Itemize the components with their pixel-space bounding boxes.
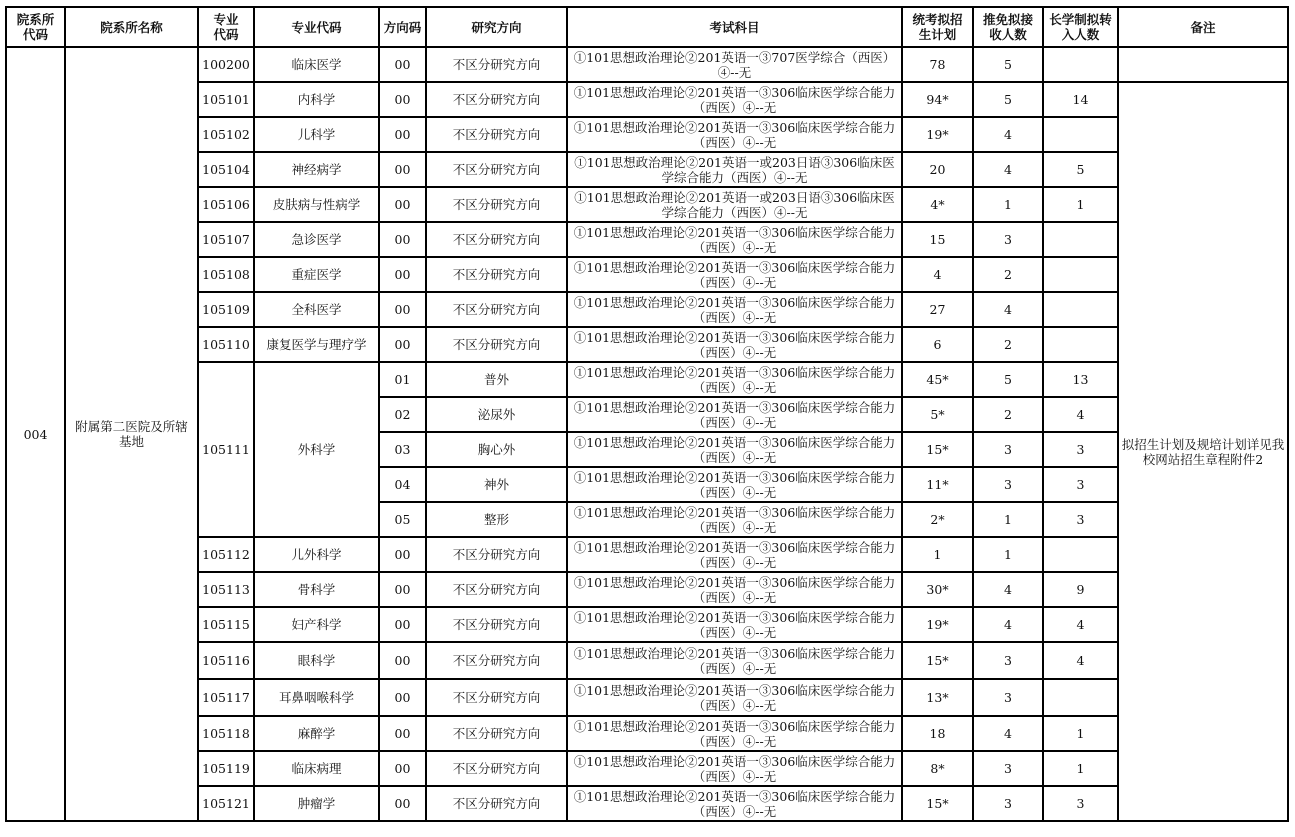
- direction-cell: 不区分研究方向: [426, 751, 567, 786]
- direction-cell: 不区分研究方向: [426, 716, 567, 751]
- dir-code-cell: 00: [379, 751, 426, 786]
- exempt-cell: 3: [973, 642, 1043, 679]
- major-code-cell: 100200: [198, 47, 254, 82]
- major-code-cell: 105112: [198, 537, 254, 572]
- table-row: [6, 572, 1288, 607]
- admissions-plan-table: [5, 6, 1289, 822]
- major-code-cell: 105107: [198, 222, 254, 257]
- plan-cell: 15*: [902, 432, 973, 467]
- dir-code-cell: 02: [379, 397, 426, 432]
- dir-code-cell: 00: [379, 82, 426, 117]
- exam-cell: ①101思想政治理论②201英语一③306临床医学综合能力（西医）④--无: [567, 679, 902, 716]
- table-row: [6, 679, 1288, 716]
- dir-code-cell: 00: [379, 292, 426, 327]
- major-name-cell: 全科医学: [254, 292, 379, 327]
- plan-cell: 1: [902, 537, 973, 572]
- major-code-cell: 105102: [198, 117, 254, 152]
- major-code-cell: 105121: [198, 786, 254, 821]
- exempt-cell: 4: [973, 152, 1043, 187]
- direction-cell: 整形: [426, 502, 567, 537]
- exempt-cell: 3: [973, 432, 1043, 467]
- table-row: [6, 751, 1288, 786]
- dir-code-cell: 00: [379, 327, 426, 362]
- long-cell: 1: [1043, 716, 1118, 751]
- dir-code-cell: 05: [379, 502, 426, 537]
- long-cell: [1043, 537, 1118, 572]
- major-code-cell: 105118: [198, 716, 254, 751]
- header-exam-subjects: 考试科目: [567, 7, 902, 47]
- plan-cell: 18: [902, 716, 973, 751]
- exam-cell: ①101思想政治理论②201英语一③306临床医学综合能力（西医）④--无: [567, 607, 902, 642]
- header-long-program: 长学制拟转 入人数: [1043, 7, 1118, 47]
- exempt-cell: 2: [973, 327, 1043, 362]
- major-name-cell: 儿外科学: [254, 537, 379, 572]
- table-row: [6, 607, 1288, 642]
- direction-cell: 不区分研究方向: [426, 82, 567, 117]
- exempt-cell: 4: [973, 572, 1043, 607]
- direction-cell: 不区分研究方向: [426, 537, 567, 572]
- major-code-cell: 105116: [198, 642, 254, 679]
- exempt-cell: 4: [973, 607, 1043, 642]
- dept-code-cell: 004: [6, 47, 65, 821]
- major-code-cell: 105106: [198, 187, 254, 222]
- major-name-cell: 儿科学: [254, 117, 379, 152]
- exam-cell: ①101思想政治理论②201英语一③306临床医学综合能力（西医）④--无: [567, 572, 902, 607]
- table-row: [6, 642, 1288, 679]
- plan-cell: 94*: [902, 82, 973, 117]
- dir-code-cell: 00: [379, 679, 426, 716]
- long-cell: [1043, 117, 1118, 152]
- header-major-code: 专业 代码: [198, 7, 254, 47]
- direction-cell: 不区分研究方向: [426, 572, 567, 607]
- exam-cell: ①101思想政治理论②201英语一③306临床医学综合能力（西医）④--无: [567, 642, 902, 679]
- major-code-cell: 105119: [198, 751, 254, 786]
- table-row: [6, 257, 1288, 292]
- dir-code-cell: 01: [379, 362, 426, 397]
- direction-cell: 胸心外: [426, 432, 567, 467]
- plan-cell: 11*: [902, 467, 973, 502]
- direction-cell: 不区分研究方向: [426, 642, 567, 679]
- long-cell: 13: [1043, 362, 1118, 397]
- major-name-cell: 耳鼻咽喉科学: [254, 679, 379, 716]
- major-name-cell: 外科学: [254, 362, 379, 537]
- exempt-cell: 1: [973, 537, 1043, 572]
- plan-cell: 5*: [902, 397, 973, 432]
- major-name-cell: 眼科学: [254, 642, 379, 679]
- exam-cell: ①101思想政治理论②201英语一③306临床医学综合能力（西医）④--无: [567, 432, 902, 467]
- table-row: [6, 327, 1288, 362]
- major-name-cell: 骨科学: [254, 572, 379, 607]
- dir-code-cell: 00: [379, 187, 426, 222]
- long-cell: [1043, 47, 1118, 82]
- direction-cell: 不区分研究方向: [426, 152, 567, 187]
- plan-cell: 4*: [902, 187, 973, 222]
- table-row: [6, 82, 1288, 117]
- long-cell: 3: [1043, 467, 1118, 502]
- major-code-cell: 105104: [198, 152, 254, 187]
- exam-cell: ①101思想政治理论②201英语一③306临床医学综合能力（西医）④--无: [567, 716, 902, 751]
- table-row: [6, 537, 1288, 572]
- direction-cell: 不区分研究方向: [426, 47, 567, 82]
- direction-cell: 神外: [426, 467, 567, 502]
- long-cell: 4: [1043, 607, 1118, 642]
- exempt-cell: 3: [973, 467, 1043, 502]
- dir-code-cell: 00: [379, 786, 426, 821]
- exam-cell: ①101思想政治理论②201英语一③306临床医学综合能力（西医）④--无: [567, 467, 902, 502]
- direction-cell: 泌尿外: [426, 397, 567, 432]
- long-cell: [1043, 292, 1118, 327]
- direction-cell: 不区分研究方向: [426, 607, 567, 642]
- plan-cell: 30*: [902, 572, 973, 607]
- remark-cell-empty: [1118, 47, 1288, 82]
- major-code-cell: 105110: [198, 327, 254, 362]
- direction-cell: 不区分研究方向: [426, 679, 567, 716]
- table-row: [6, 716, 1288, 751]
- dir-code-cell: 03: [379, 432, 426, 467]
- header-exempt: 推免拟接 收人数: [973, 7, 1043, 47]
- table-row: [6, 292, 1288, 327]
- long-cell: 14: [1043, 82, 1118, 117]
- long-cell: 4: [1043, 642, 1118, 679]
- long-cell: [1043, 222, 1118, 257]
- dir-code-cell: 04: [379, 467, 426, 502]
- direction-cell: 不区分研究方向: [426, 292, 567, 327]
- exam-cell: ①101思想政治理论②201英语一③306临床医学综合能力（西医）④--无: [567, 502, 902, 537]
- plan-cell: 15: [902, 222, 973, 257]
- direction-cell: 普外: [426, 362, 567, 397]
- exempt-cell: 4: [973, 716, 1043, 751]
- major-code-cell: 105101: [198, 82, 254, 117]
- plan-cell: 19*: [902, 607, 973, 642]
- header-research-direction: 研究方向: [426, 7, 567, 47]
- exam-cell: ①101思想政治理论②201英语一③306临床医学综合能力（西医）④--无: [567, 257, 902, 292]
- long-cell: 1: [1043, 751, 1118, 786]
- major-name-cell: 急诊医学: [254, 222, 379, 257]
- major-code-cell: 105117: [198, 679, 254, 716]
- long-cell: 5: [1043, 152, 1118, 187]
- major-name-cell: 皮肤病与性病学: [254, 187, 379, 222]
- exam-cell: ①101思想政治理论②201英语一③306临床医学综合能力（西医）④--无: [567, 327, 902, 362]
- dir-code-cell: 00: [379, 47, 426, 82]
- dir-code-cell: 00: [379, 607, 426, 642]
- header-dept-name: 院系所名称: [65, 7, 198, 47]
- header-plan: 统考拟招 生计划: [902, 7, 973, 47]
- remark-cell: 拟招生计划及规培计划详见我校网站招生章程附件2: [1118, 82, 1288, 821]
- exempt-cell: 3: [973, 222, 1043, 257]
- table-row: [6, 152, 1288, 187]
- plan-cell: 19*: [902, 117, 973, 152]
- plan-cell: 4: [902, 257, 973, 292]
- plan-cell: 8*: [902, 751, 973, 786]
- exam-cell: ①101思想政治理论②201英语一或203日语③306临床医学综合能力（西医）④--无: [567, 152, 902, 187]
- dir-code-cell: 00: [379, 537, 426, 572]
- plan-cell: 13*: [902, 679, 973, 716]
- table-row: [6, 222, 1288, 257]
- long-cell: 3: [1043, 432, 1118, 467]
- dir-code-cell: 00: [379, 222, 426, 257]
- major-name-cell: 临床医学: [254, 47, 379, 82]
- plan-cell: 20: [902, 152, 973, 187]
- major-name-cell: 麻醉学: [254, 716, 379, 751]
- major-name-cell: 康复医学与理疗学: [254, 327, 379, 362]
- exam-cell: ①101思想政治理论②201英语一③707医学综合（西医）④--无: [567, 47, 902, 82]
- header-major-name: 专业代码: [254, 7, 379, 47]
- exempt-cell: 4: [973, 117, 1043, 152]
- exam-cell: ①101思想政治理论②201英语一③306临床医学综合能力（西医）④--无: [567, 537, 902, 572]
- exempt-cell: 5: [973, 82, 1043, 117]
- long-cell: 1: [1043, 187, 1118, 222]
- major-name-cell: 妇产科学: [254, 607, 379, 642]
- exam-cell: ①101思想政治理论②201英语一③306临床医学综合能力（西医）④--无: [567, 362, 902, 397]
- table-row: [6, 786, 1288, 821]
- plan-cell: 45*: [902, 362, 973, 397]
- major-code-cell: 105113: [198, 572, 254, 607]
- exam-cell: ①101思想政治理论②201英语一③306临床医学综合能力（西医）④--无: [567, 82, 902, 117]
- plan-cell: 27: [902, 292, 973, 327]
- exempt-cell: 3: [973, 786, 1043, 821]
- exam-cell: ①101思想政治理论②201英语一③306临床医学综合能力（西医）④--无: [567, 117, 902, 152]
- table-row: [6, 117, 1288, 152]
- major-code-cell: 105111: [198, 362, 254, 537]
- dir-code-cell: 00: [379, 117, 426, 152]
- direction-cell: 不区分研究方向: [426, 222, 567, 257]
- exempt-cell: 1: [973, 502, 1043, 537]
- major-code-cell: 105108: [198, 257, 254, 292]
- plan-cell: 2*: [902, 502, 973, 537]
- plan-cell: 15*: [902, 786, 973, 821]
- exempt-cell: 3: [973, 751, 1043, 786]
- exempt-cell: 1: [973, 187, 1043, 222]
- exam-cell: ①101思想政治理论②201英语一③306临床医学综合能力（西医）④--无: [567, 397, 902, 432]
- exam-cell: ①101思想政治理论②201英语一③306临床医学综合能力（西医）④--无: [567, 222, 902, 257]
- table-row: [6, 47, 1288, 82]
- long-cell: [1043, 327, 1118, 362]
- exempt-cell: 2: [973, 257, 1043, 292]
- major-code-cell: 105115: [198, 607, 254, 642]
- exam-cell: ①101思想政治理论②201英语一或203日语③306临床医学综合能力（西医）④--无: [567, 187, 902, 222]
- plan-cell: 15*: [902, 642, 973, 679]
- direction-cell: 不区分研究方向: [426, 187, 567, 222]
- exempt-cell: 5: [973, 362, 1043, 397]
- direction-cell: 不区分研究方向: [426, 117, 567, 152]
- direction-cell: 不区分研究方向: [426, 327, 567, 362]
- exam-cell: ①101思想政治理论②201英语一③306临床医学综合能力（西医）④--无: [567, 786, 902, 821]
- dir-code-cell: 00: [379, 152, 426, 187]
- long-cell: 3: [1043, 786, 1118, 821]
- dept-name-cell: 附属第二医院及所辖基地: [65, 47, 198, 821]
- exempt-cell: 3: [973, 679, 1043, 716]
- header-remark: 备注: [1118, 7, 1288, 47]
- major-name-cell: 重症医学: [254, 257, 379, 292]
- header-dept-code: 院系所 代码: [6, 7, 65, 47]
- major-name-cell: 神经病学: [254, 152, 379, 187]
- exempt-cell: 2: [973, 397, 1043, 432]
- dir-code-cell: 00: [379, 716, 426, 751]
- plan-cell: 78: [902, 47, 973, 82]
- long-cell: 3: [1043, 502, 1118, 537]
- major-name-cell: 肿瘤学: [254, 786, 379, 821]
- table-row: [6, 362, 1288, 397]
- long-cell: [1043, 679, 1118, 716]
- exempt-cell: 4: [973, 292, 1043, 327]
- dir-code-cell: 00: [379, 642, 426, 679]
- plan-cell: 6: [902, 327, 973, 362]
- header-dir-code: 方向码: [379, 7, 426, 47]
- exam-cell: ①101思想政治理论②201英语一③306临床医学综合能力（西医）④--无: [567, 751, 902, 786]
- direction-cell: 不区分研究方向: [426, 786, 567, 821]
- long-cell: [1043, 257, 1118, 292]
- exempt-cell: 5: [973, 47, 1043, 82]
- long-cell: 4: [1043, 397, 1118, 432]
- long-cell: 9: [1043, 572, 1118, 607]
- dir-code-cell: 00: [379, 572, 426, 607]
- direction-cell: 不区分研究方向: [426, 257, 567, 292]
- exam-cell: ①101思想政治理论②201英语一③306临床医学综合能力（西医）④--无: [567, 292, 902, 327]
- major-name-cell: 临床病理: [254, 751, 379, 786]
- table-row: [6, 187, 1288, 222]
- header-row: [6, 7, 1288, 47]
- major-name-cell: 内科学: [254, 82, 379, 117]
- major-code-cell: 105109: [198, 292, 254, 327]
- dir-code-cell: 00: [379, 257, 426, 292]
